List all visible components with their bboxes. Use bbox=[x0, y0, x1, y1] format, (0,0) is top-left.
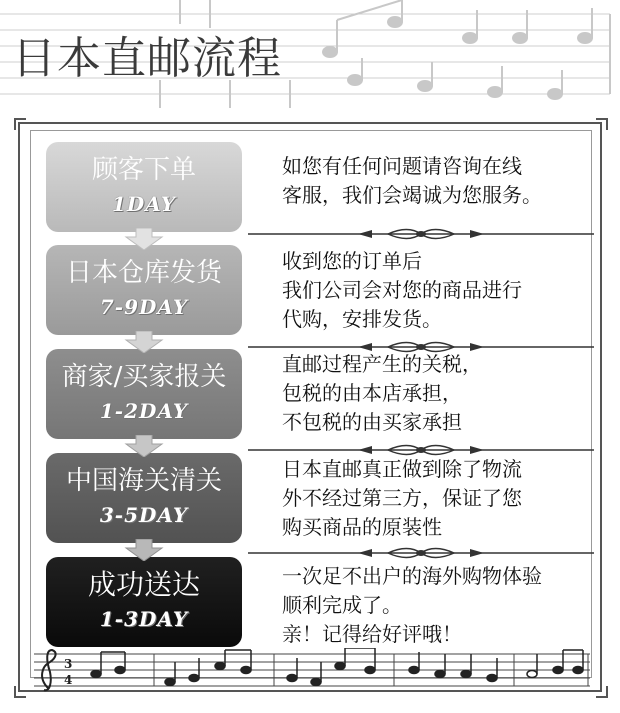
step-days: 7-9DAY bbox=[99, 295, 189, 319]
step-description bbox=[282, 152, 602, 210]
step-title: 日本仓库发货 bbox=[65, 258, 222, 288]
ornament-divider bbox=[248, 546, 594, 560]
description-line: 收到您的订单后 bbox=[282, 249, 422, 273]
arrow-down-icon bbox=[122, 228, 166, 250]
step-days: 1-2DAY bbox=[99, 399, 189, 423]
ornament-divider bbox=[248, 227, 594, 241]
description-line: 包税的由本店承担， bbox=[282, 381, 462, 405]
time-signature-icon: 3 bbox=[64, 657, 73, 671]
ornament-divider bbox=[248, 340, 594, 354]
description-line: 客服，我们会竭诚为您服务。 bbox=[282, 183, 542, 207]
step-description bbox=[282, 562, 602, 649]
step-description bbox=[282, 455, 602, 542]
description-line: 外不经过第三方，保证了您 bbox=[282, 486, 522, 510]
svg-text:4: 4 bbox=[64, 673, 73, 687]
description-line: 购买商品的原装性 bbox=[282, 515, 442, 539]
step-delivered bbox=[46, 557, 242, 647]
page-title: 日本直邮流程 bbox=[12, 33, 282, 84]
header bbox=[0, 0, 620, 108]
step-title: 中国海关清关 bbox=[65, 466, 222, 496]
ornament-divider bbox=[248, 443, 594, 457]
step-customs-declare bbox=[46, 349, 242, 439]
step-days: 1DAY bbox=[111, 192, 177, 216]
step-description bbox=[282, 247, 602, 334]
description-line: 亲！记得给好评哦！ bbox=[282, 622, 462, 646]
description-line: 不包税的由买家承担 bbox=[282, 410, 462, 434]
description-line: 顺利完成了。 bbox=[282, 593, 402, 617]
step-days: 1-3DAY bbox=[99, 607, 189, 631]
music-staff-decoration bbox=[34, 648, 590, 692]
step-title: 顾客下单 bbox=[91, 155, 196, 185]
step-title: 成功送达 bbox=[87, 568, 200, 601]
description-line: 直邮过程产生的关税， bbox=[282, 352, 482, 376]
arrow-down-icon bbox=[122, 435, 166, 457]
step-description bbox=[282, 350, 602, 437]
frame-corner bbox=[596, 118, 608, 130]
description-line: 我们公司会对您的商品进行 bbox=[282, 278, 522, 302]
description-line: 日本直邮真正做到除了物流 bbox=[282, 457, 522, 481]
step-days: 3-5DAY bbox=[99, 503, 189, 527]
step-warehouse-ship bbox=[46, 245, 242, 335]
frame-corner bbox=[596, 686, 608, 698]
step-order bbox=[46, 142, 242, 232]
frame-corner bbox=[14, 118, 26, 130]
frame-corner bbox=[14, 686, 26, 698]
description-line: 如您有任何问题请咨询在线 bbox=[282, 154, 522, 178]
description-line: 一次足不出户的海外购物体验 bbox=[282, 564, 542, 588]
description-line: 代购，安排发货。 bbox=[282, 307, 442, 331]
arrow-down-icon bbox=[122, 539, 166, 561]
step-customs-clearance bbox=[46, 453, 242, 543]
step-title: 商家/买家报关 bbox=[61, 362, 227, 392]
arrow-down-icon bbox=[122, 331, 166, 353]
